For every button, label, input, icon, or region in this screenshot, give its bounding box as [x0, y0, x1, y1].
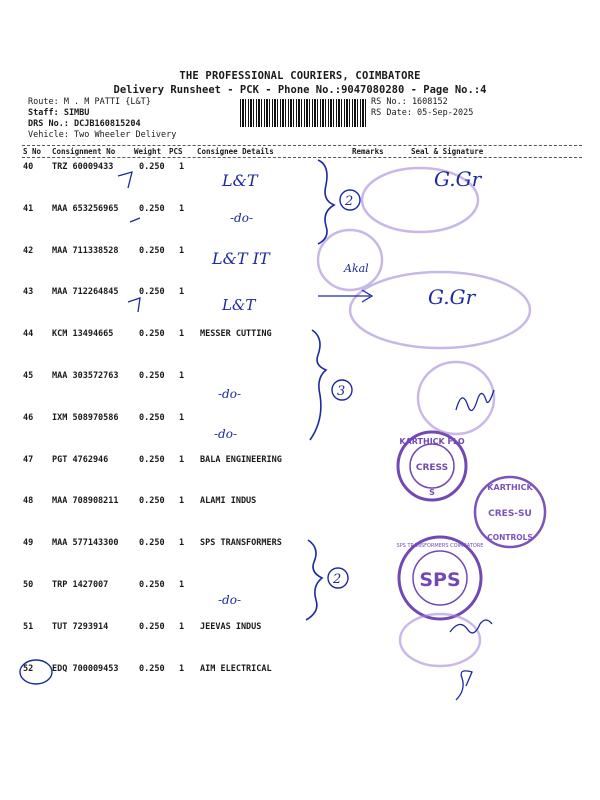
details-cell: MESSER CUTTING [200, 329, 272, 339]
rs-date: RS Date: 05-Sep-2025 [371, 108, 474, 118]
sno-cell: 46 [23, 413, 34, 423]
vehicle-text: Vehicle: Two Wheeler Delivery [28, 130, 177, 140]
pcs-cell: 1 [179, 622, 185, 632]
pcs-cell: 1 [179, 204, 185, 214]
sno-cell: 47 [23, 455, 34, 465]
col-sno: S No [23, 147, 42, 156]
pcs-cell: 1 [179, 287, 185, 297]
karthick-stamp-2 [475, 477, 545, 547]
col-pcs: PCS [169, 147, 183, 156]
details-cell: SPS TRANSFORMERS [200, 538, 282, 548]
weight-cell: 0.250 [139, 371, 165, 381]
staff-text: Staff: SIMBU [28, 108, 90, 118]
sps-stamp [397, 537, 484, 619]
runsheet-subtitle: Delivery Runsheet - PCK - Phone No.:9047080280 - Page No.:4 [113, 84, 487, 96]
hw-sig-b: Akal [344, 262, 369, 275]
sno-cell: 41 [23, 204, 34, 214]
weight-cell: 0.250 [139, 204, 165, 214]
hw-braces [306, 160, 334, 620]
consignment-cell: PGT 4762946 [52, 455, 109, 465]
karthick-stamp [398, 432, 466, 500]
consignment-cell: MAA 708908211 [52, 496, 119, 506]
details-cell: JEEVAS INDUS [200, 622, 262, 632]
consignment-cell: TUT 7293914 [52, 622, 109, 632]
pcs-cell: 1 [179, 580, 185, 590]
consignment-cell: TRP 1427007 [52, 580, 109, 590]
consignment-cell: KCM 13494665 [52, 329, 114, 339]
pcs-cell: 1 [179, 329, 185, 339]
karthick-stamp-bottom: S [429, 488, 435, 497]
hw-r46: -do- [214, 427, 238, 441]
details-cell: BALA ENGINEERING [200, 455, 282, 465]
sno-cell: 51 [23, 622, 34, 632]
details-cell: ALAMI INDUS [200, 496, 257, 506]
sno-cell: 50 [23, 580, 34, 590]
pcs-cell: 1 [179, 455, 185, 465]
karthick-stamp-mid: CRESS [415, 463, 449, 473]
sno-cell: 42 [23, 246, 34, 256]
sno-cell: 40 [23, 162, 34, 172]
hw-r45: -do- [218, 387, 242, 401]
consignment-cell: MAA 303572763 [52, 371, 119, 381]
weight-cell: 0.250 [139, 538, 165, 548]
hw-count-a: 2 [345, 194, 354, 209]
weight-cell: 0.250 [139, 246, 165, 256]
hw-sig-a: G.Gr [434, 167, 482, 191]
hw-r42: L&T IT [212, 249, 270, 268]
pcs-cell: 1 [179, 371, 185, 381]
sno-cell: 44 [23, 329, 34, 339]
rs-number: RS No.: 1608152 [371, 97, 448, 107]
pcs-cell: 1 [179, 246, 185, 256]
weight-cell: 0.250 [139, 496, 165, 506]
weight-cell: 0.250 [139, 664, 165, 674]
col-seal: Seal & Signature [411, 147, 484, 156]
consignment-cell: MAA 653256965 [52, 204, 119, 214]
faint-stamps [318, 168, 530, 666]
sps-stamp-text: SPS [419, 569, 461, 591]
hw-r50: -do- [218, 593, 242, 607]
hw-sig-c: G.Gr [428, 285, 476, 309]
sno-cell: 49 [23, 538, 34, 548]
hw-arrows [118, 172, 372, 312]
consignment-cell: MAA 711338528 [52, 246, 119, 256]
col-consignment: Consignment No [52, 147, 116, 156]
consignment-cell: EDQ 700009453 [52, 664, 119, 674]
col-remarks: Remarks [352, 147, 384, 156]
hw-r41: -do- [230, 211, 254, 225]
sno-cell: 45 [23, 371, 34, 381]
pcs-cell: 1 [179, 413, 185, 423]
consignment-cell: IXM 508970586 [52, 413, 119, 423]
hw-r43: L&T [222, 296, 256, 314]
weight-cell: 0.250 [139, 413, 165, 423]
drs-text: DRS No.: DCJB160815204 [28, 119, 141, 129]
karthick2-bottom: CONTROLS [487, 533, 533, 542]
hw-count-circles [20, 190, 360, 684]
karthick-stamp-top: KARTHICK FLO [399, 437, 465, 446]
details-cell: AIM ELECTRICAL [200, 664, 272, 674]
karthick2-top: KARTHICK [487, 483, 533, 492]
consignment-cell: MAA 577143300 [52, 538, 119, 548]
hw-count-b: 3 [337, 384, 346, 399]
pcs-cell: 1 [179, 664, 185, 674]
pcs-cell: 1 [179, 538, 185, 548]
sno-cell: 43 [23, 287, 34, 297]
consignment-cell: MAA 712264845 [52, 287, 119, 297]
consignment-cell: TRZ 60009433 [52, 162, 114, 172]
weight-cell: 0.250 [139, 162, 165, 172]
hw-count-c: 2 [333, 572, 342, 587]
karthick2-mid: CRES-SU [488, 509, 532, 519]
pcs-cell: 1 [179, 496, 185, 506]
company-title: THE PROFESSIONAL COURIERS, COIMBATORE [179, 70, 421, 82]
sno-cell: 48 [23, 496, 34, 506]
pcs-cell: 1 [179, 162, 185, 172]
weight-cell: 0.250 [139, 622, 165, 632]
weight-cell: 0.250 [139, 287, 165, 297]
col-details: Consignee Details [197, 147, 274, 156]
sps-stamp-ring: SPS TRANSFORMERS COIMBATORE [396, 543, 484, 549]
hw-r40: L&T [222, 171, 258, 190]
weight-cell: 0.250 [139, 580, 165, 590]
weight-cell: 0.250 [139, 329, 165, 339]
route-text: Route: M . M PATTI {L&T} [28, 97, 151, 107]
weight-cell: 0.250 [139, 455, 165, 465]
col-weight: Weight [134, 147, 162, 156]
sno-cell: 52 [23, 664, 34, 674]
